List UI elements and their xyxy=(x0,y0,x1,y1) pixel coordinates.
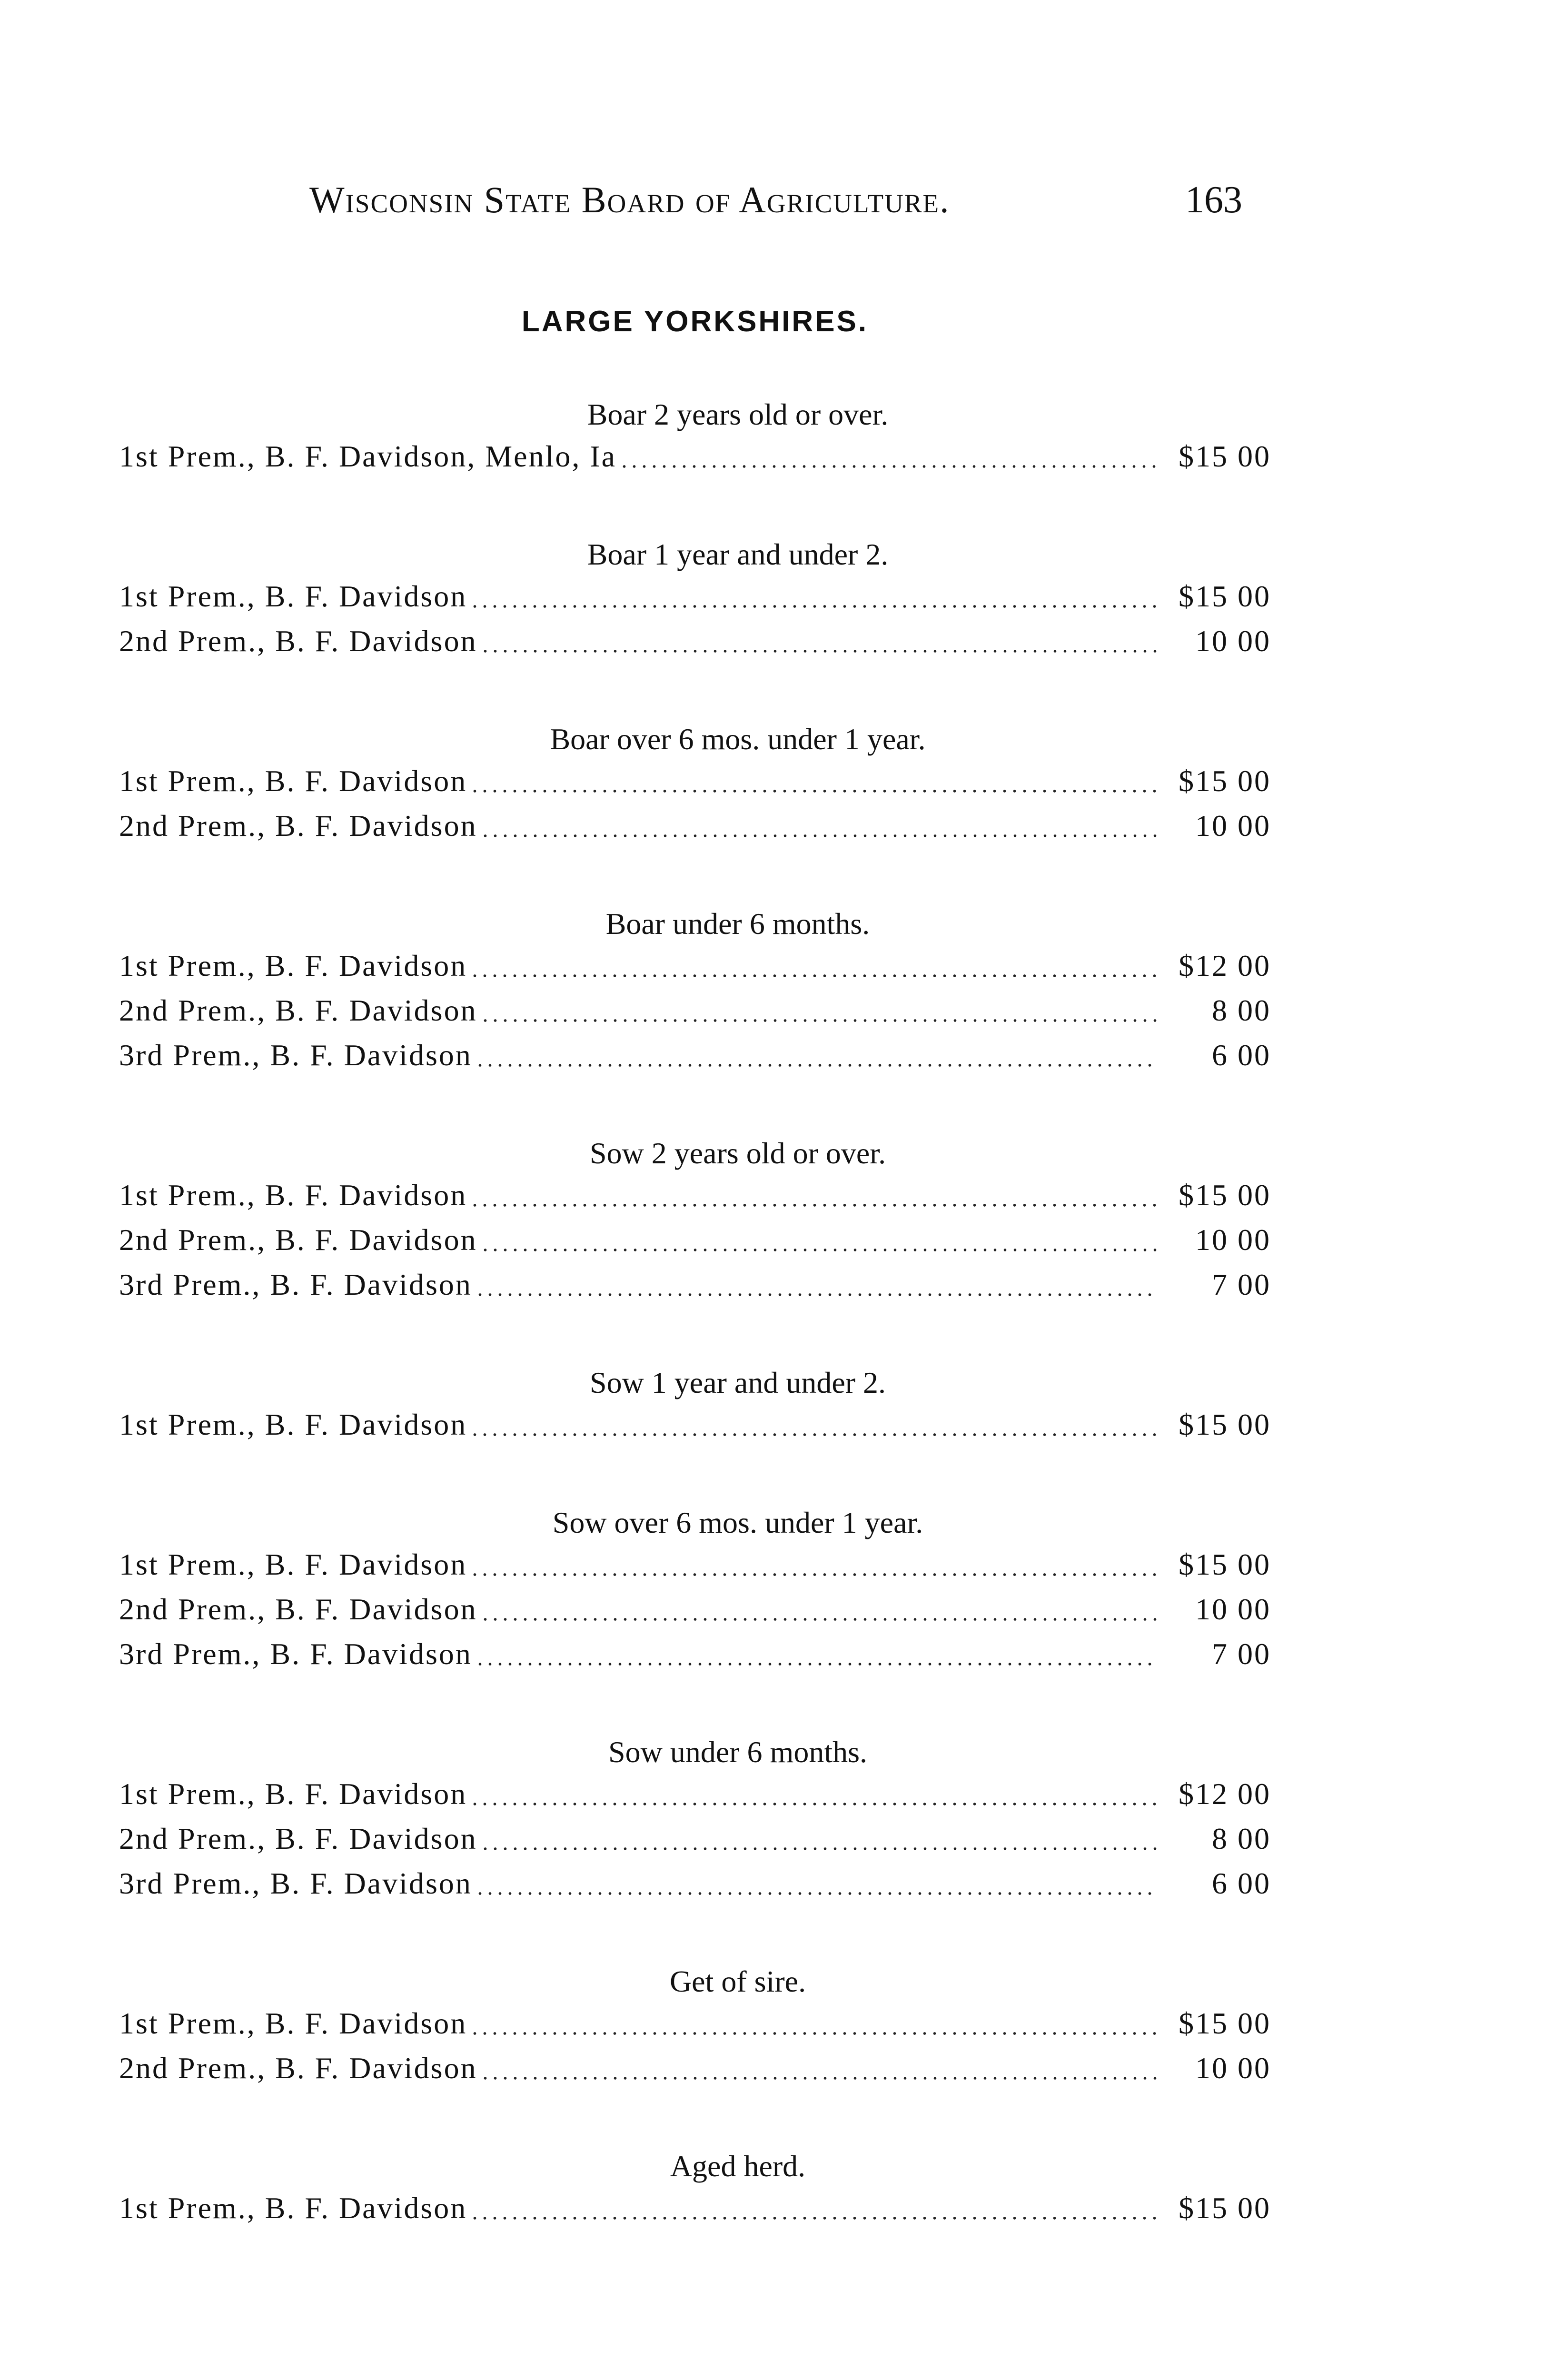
dot-leader xyxy=(475,1662,1157,1666)
group-heading: Sow under 6 months. xyxy=(608,1735,867,1769)
entry-amount: 10 00 xyxy=(1195,1223,1271,1257)
entry-text: 1st Prem., B. F. Davidson xyxy=(119,764,467,798)
entry-text: 3rd Prem., B. F. Davidson xyxy=(119,1866,472,1900)
group-heading: Boar over 6 mos. under 1 year. xyxy=(550,722,926,756)
entry-amount: $12 00 xyxy=(1179,1777,1271,1811)
entry-text: 1st Prem., B. F. Davidson xyxy=(119,579,467,613)
dot-leader xyxy=(470,1433,1157,1437)
group-heading: Get of sire. xyxy=(669,1964,806,1998)
premium-group xyxy=(119,395,1271,479)
entry-amount: 10 00 xyxy=(1195,2051,1271,2085)
dot-leader xyxy=(475,1892,1157,1895)
dot-leader xyxy=(470,974,1157,978)
premium-group xyxy=(119,1503,1271,1676)
entry-amount: $15 00 xyxy=(1179,439,1271,473)
entry-amount: $15 00 xyxy=(1179,579,1271,613)
premium-entry xyxy=(119,1218,1271,1262)
entry-amount: 6 00 xyxy=(1212,1038,1271,1072)
entry-text: 1st Prem., B. F. Davidson xyxy=(119,949,467,982)
premium-group xyxy=(119,1134,1271,1307)
dot-leader xyxy=(470,1203,1157,1207)
group-heading: Aged herd. xyxy=(670,2149,806,2183)
entry-amount: 8 00 xyxy=(1212,993,1271,1027)
entry-text: 1st Prem., B. F. Davidson xyxy=(119,1547,467,1581)
premium-entry xyxy=(119,1816,1271,1861)
premium-entry xyxy=(119,574,1271,619)
premium-entry xyxy=(119,619,1271,664)
premium-group xyxy=(119,2147,1271,2231)
entry-amount: 10 00 xyxy=(1195,1592,1271,1626)
group-heading: Boar under 6 months. xyxy=(605,907,870,941)
entry-text: 2nd Prem., B. F. Davidson xyxy=(119,1822,477,1855)
group-heading: Boar 2 years old or over. xyxy=(587,397,889,431)
entry-amount: 7 00 xyxy=(1212,1637,1271,1671)
premium-entry xyxy=(119,1173,1271,1218)
entry-amount: 10 00 xyxy=(1195,624,1271,658)
entry-text: 3rd Prem., B. F. Davidson xyxy=(119,1637,472,1671)
entry-amount: $15 00 xyxy=(1179,2006,1271,2040)
entry-text: 3rd Prem., B. F. Davidson xyxy=(119,1268,472,1301)
premium-group xyxy=(119,1363,1271,1447)
premium-entry xyxy=(119,2046,1271,2091)
premium-entry xyxy=(119,1587,1271,1632)
running-head xyxy=(309,178,1242,231)
dot-leader xyxy=(470,2032,1157,2035)
premium-entry xyxy=(119,1262,1271,1307)
premium-group xyxy=(119,720,1271,848)
dot-leader xyxy=(470,605,1157,608)
section-title: LARGE YORKSHIRES. xyxy=(521,305,869,338)
dot-leader xyxy=(475,1293,1157,1297)
group-heading: Sow 1 year and under 2. xyxy=(589,1366,886,1399)
premium-entry xyxy=(119,943,1271,988)
dot-leader xyxy=(480,1019,1157,1022)
premium-entry xyxy=(119,1542,1271,1587)
entry-text: 1st Prem., B. F. Davidson xyxy=(119,1777,467,1811)
group-heading: Sow over 6 mos. under 1 year. xyxy=(552,1506,923,1539)
page-number: 163 xyxy=(1185,179,1242,221)
entry-text: 1st Prem., B. F. Davidson xyxy=(119,1408,467,1441)
premium-entry xyxy=(119,1402,1271,1447)
entry-amount: 6 00 xyxy=(1212,1866,1271,1900)
running-title: Wisconsin State Board of Agriculture. xyxy=(309,179,950,220)
dot-leader xyxy=(480,2076,1157,2080)
entry-amount: $15 00 xyxy=(1179,2191,1271,2225)
dot-leader xyxy=(480,1248,1157,1252)
entry-amount: $15 00 xyxy=(1179,1547,1271,1581)
dot-leader xyxy=(470,1802,1157,1806)
dot-leader xyxy=(470,789,1157,793)
premium-list xyxy=(119,395,1271,2287)
premium-entry xyxy=(119,803,1271,848)
entry-text: 3rd Prem., B. F. Davidson xyxy=(119,1038,472,1072)
entry-text: 1st Prem., B. F. Davidson xyxy=(119,2191,467,2225)
entry-text: 2nd Prem., B. F. Davidson xyxy=(119,1592,477,1626)
dot-leader xyxy=(470,1573,1157,1577)
entry-text: 2nd Prem., B. F. Davidson xyxy=(119,2051,477,2085)
entry-amount: $12 00 xyxy=(1179,949,1271,982)
premium-entry xyxy=(119,1772,1271,1816)
premium-entry xyxy=(119,1033,1271,1078)
entry-text: 1st Prem., B. F. Davidson, Menlo, Ia xyxy=(119,439,617,473)
dot-leader xyxy=(619,465,1157,468)
dot-leader xyxy=(480,1617,1157,1621)
entry-text: 2nd Prem., B. F. Davidson xyxy=(119,624,477,658)
premium-entry xyxy=(119,1861,1271,1906)
premium-entry xyxy=(119,434,1271,479)
dot-leader xyxy=(475,1063,1157,1067)
entry-text: 2nd Prem., B. F. Davidson xyxy=(119,993,477,1027)
premium-entry xyxy=(119,1632,1271,1676)
entry-text: 1st Prem., B. F. Davidson xyxy=(119,2006,467,2040)
dot-leader xyxy=(480,649,1157,653)
premium-entry xyxy=(119,759,1271,803)
entry-amount: 7 00 xyxy=(1212,1268,1271,1301)
entry-text: 2nd Prem., B. F. Davidson xyxy=(119,1223,477,1257)
entry-amount: $15 00 xyxy=(1179,764,1271,798)
group-heading: Sow 2 years old or over. xyxy=(589,1136,886,1170)
premium-entry xyxy=(119,2186,1271,2231)
premium-group xyxy=(119,1733,1271,1906)
entry-text: 2nd Prem., B. F. Davidson xyxy=(119,809,477,843)
dot-leader xyxy=(480,834,1157,838)
premium-entry xyxy=(119,2001,1271,2046)
premium-group xyxy=(119,904,1271,1078)
group-heading: Boar 1 year and under 2. xyxy=(587,537,889,571)
entry-text: 1st Prem., B. F. Davidson xyxy=(119,1178,467,1212)
entry-amount: 10 00 xyxy=(1195,809,1271,843)
entry-amount: $15 00 xyxy=(1179,1408,1271,1441)
premium-group xyxy=(119,535,1271,664)
premium-entry xyxy=(119,988,1271,1033)
entry-amount: $15 00 xyxy=(1179,1178,1271,1212)
premium-group xyxy=(119,1962,1271,2091)
dot-leader xyxy=(480,1847,1157,1851)
dot-leader xyxy=(470,2216,1157,2220)
entry-amount: 8 00 xyxy=(1212,1822,1271,1855)
